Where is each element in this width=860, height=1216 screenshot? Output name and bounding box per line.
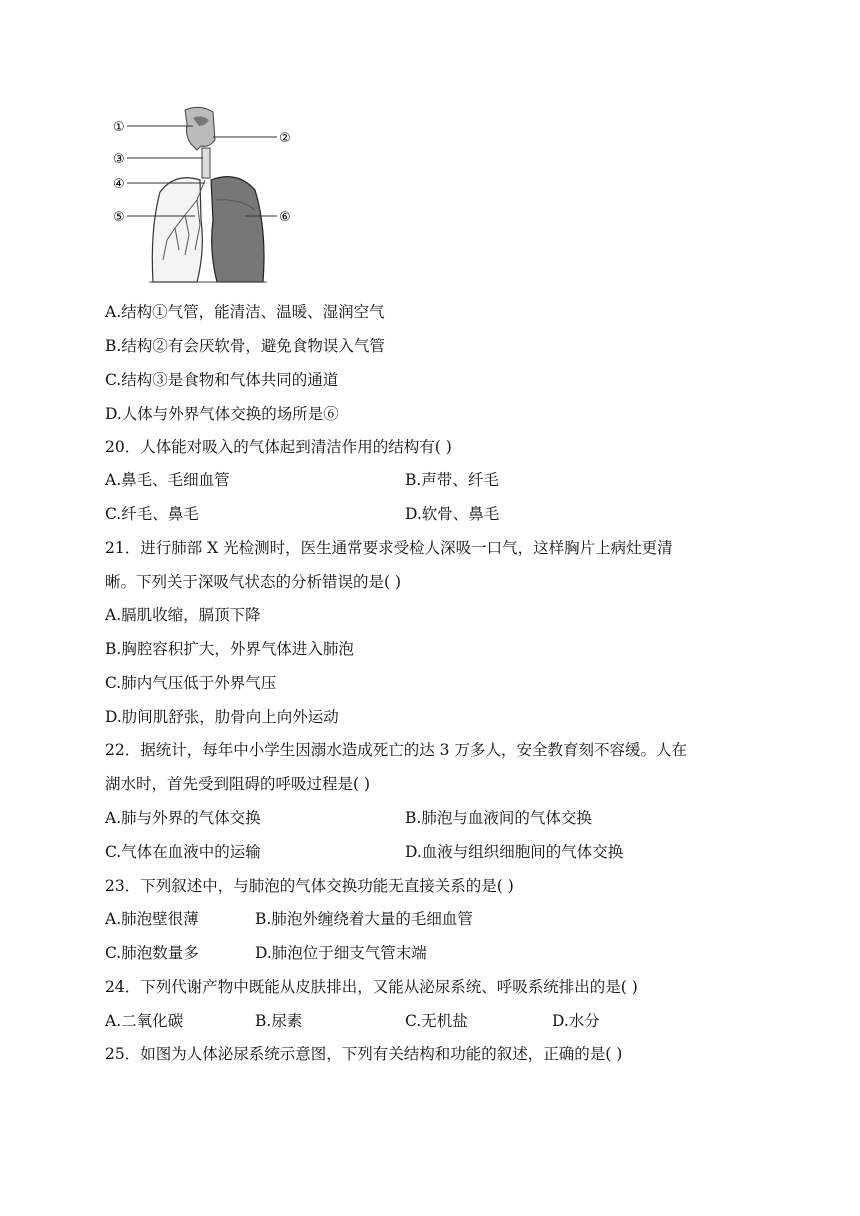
- q20-option-d: D.软骨、鼻毛: [405, 505, 500, 523]
- figure-label-5: ⑤: [113, 210, 125, 225]
- q22-stem-line1: 22．据统计，每年中小学生因溺水造成死亡的达 3 万多人，安全教育刻不容缓。人在: [105, 741, 687, 759]
- q23-option-a: A.肺泡壁很薄: [105, 910, 199, 928]
- q23-option-c: C.肺泡数量多: [105, 944, 199, 962]
- q23-stem: 23．下列叙述中，与肺泡的气体交换功能无直接关系的是( ): [105, 877, 514, 895]
- figure-label-2: ②: [279, 131, 291, 146]
- q21-option-d: D.肋间肌舒张，肋骨向上向外运动: [105, 708, 339, 726]
- q19-option-c: C.结构③是食物和气体共同的通道: [105, 371, 339, 389]
- q20-option-c: C.纤毛、鼻毛: [105, 505, 199, 523]
- q19-option-a: A.结构①气管，能清洁、温暖、湿润空气: [105, 303, 385, 321]
- q24-option-c: C.无机盐: [405, 1012, 468, 1030]
- q23-option-d: D.肺泡位于细支气管末端: [255, 944, 427, 962]
- q24-option-a: A.二氧化碳: [105, 1012, 184, 1030]
- q23-option-b: B.肺泡外缠绕着大量的毛细血管: [255, 910, 473, 928]
- figure-label-4: ④: [113, 177, 125, 192]
- q24-stem: 24．下列代谢产物中既能从皮肤排出，又能从泌尿系统、呼吸系统排出的是( ): [105, 978, 638, 996]
- q22-option-a: A.肺与外界的气体交换: [105, 809, 261, 827]
- q21-stem-line2: 晰。下列关于深吸气状态的分析错误的是( ): [105, 573, 402, 591]
- q20-stem: 20．人体能对吸入的气体起到清洁作用的结构有( ): [105, 438, 452, 456]
- q25-stem: 25．如图为人体泌尿系统示意图，下列有关结构和功能的叙述，正确的是( ): [105, 1045, 623, 1063]
- q22-option-c: C.气体在血液中的运输: [105, 843, 261, 861]
- q20-option-a: A.鼻毛、毛细血管: [105, 471, 230, 489]
- q21-option-a: A.膈肌收缩，膈顶下降: [105, 606, 261, 624]
- respiratory-system-figure: [105, 100, 305, 290]
- q21-option-b: B.胸腔容积扩大，外界气体进入肺泡: [105, 640, 354, 658]
- q19-option-b: B.结构②有会厌软骨，避免食物误入气管: [105, 337, 385, 355]
- q21-option-c: C.肺内气压低于外界气压: [105, 674, 277, 692]
- q22-option-d: D.血液与组织细胞间的气体交换: [405, 843, 624, 861]
- q24-option-d: D.水分: [552, 1012, 600, 1030]
- figure-label-3: ③: [113, 152, 125, 167]
- q20-option-b: B.声带、纤毛: [405, 471, 499, 489]
- q22-option-b: B.肺泡与血液间的气体交换: [405, 809, 592, 827]
- q21-stem-line1: 21．进行肺部 X 光检测时，医生通常要求受检人深吸一口气，这样胸片上病灶更清: [105, 539, 673, 557]
- q24-option-b: B.尿素: [255, 1012, 303, 1030]
- q19-option-d: D.人体与外界气体交换的场所是⑥: [105, 405, 339, 423]
- q22-stem-line2: 湖水时，首先受到阻碍的呼吸过程是( ): [105, 775, 371, 793]
- figure-label-6: ⑥: [279, 210, 291, 225]
- figure-label-1: ①: [113, 120, 125, 135]
